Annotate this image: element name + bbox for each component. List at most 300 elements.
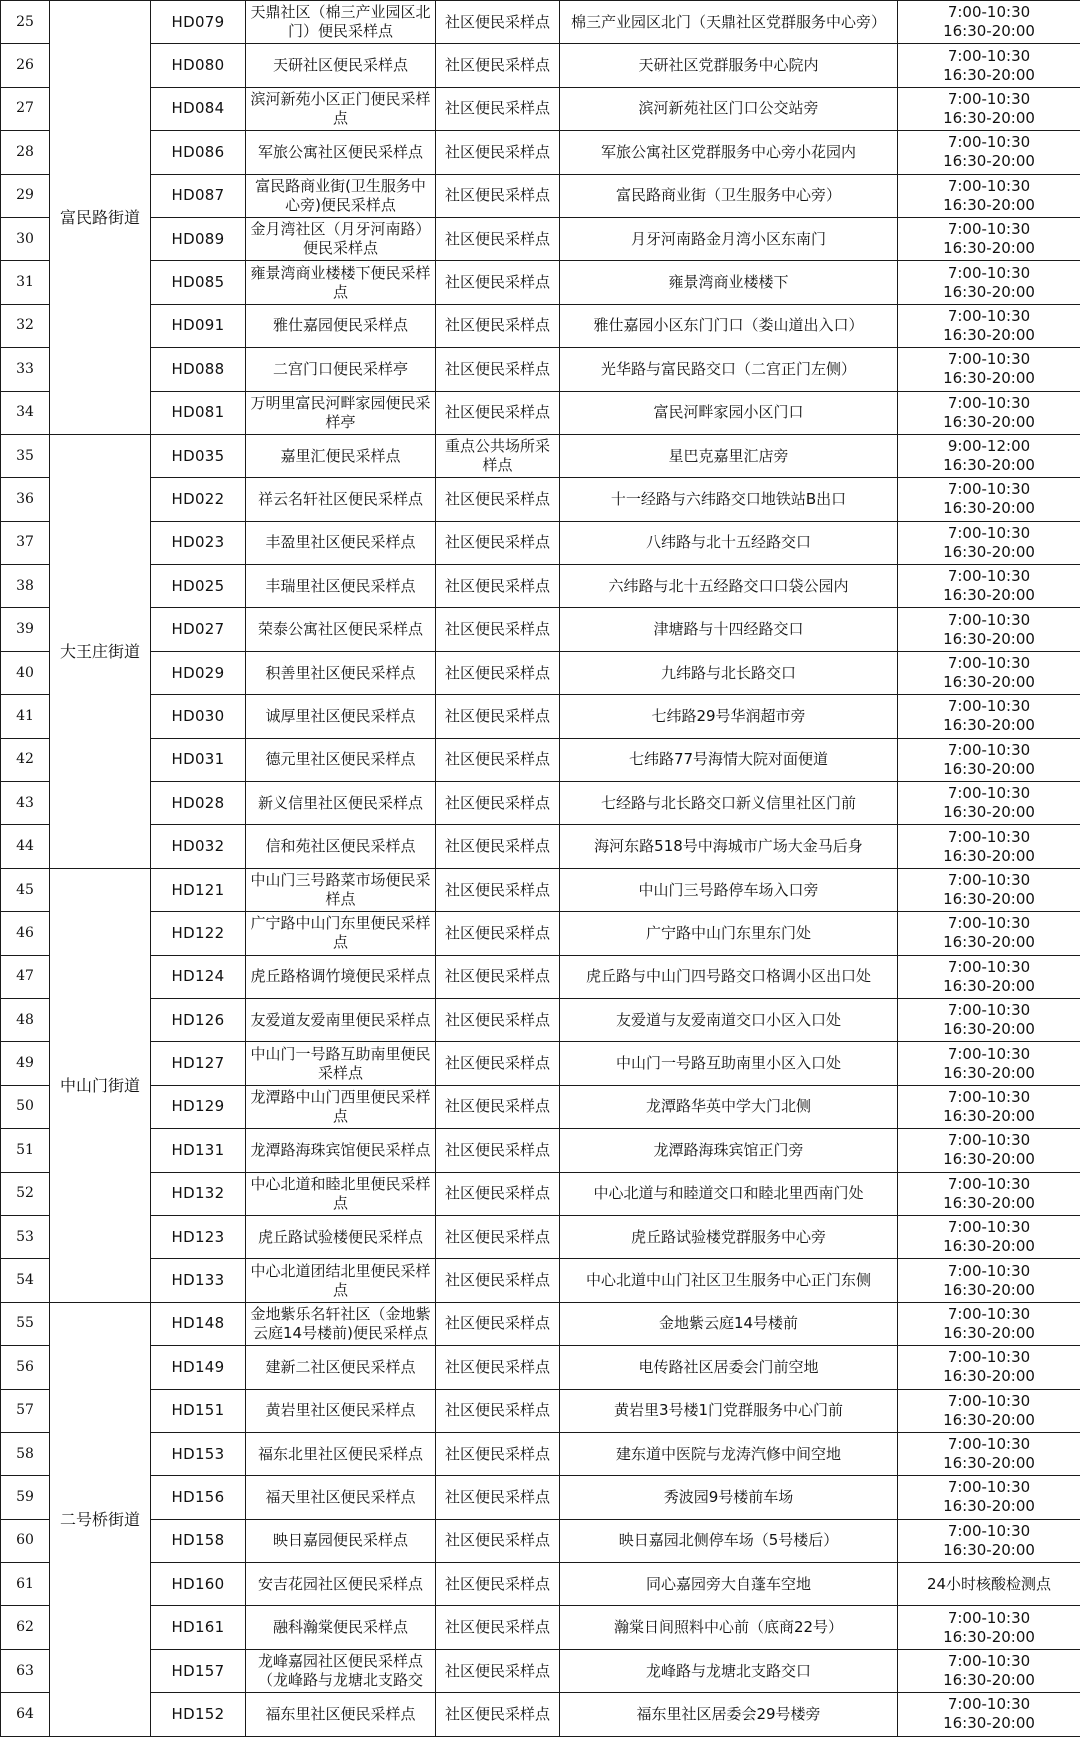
site-code: HD081	[151, 391, 246, 434]
site-address: 龙潭路华英中学大门北侧	[560, 1085, 898, 1128]
site-code: HD153	[151, 1432, 246, 1475]
site-name: 军旅公寓社区便民采样点	[246, 131, 436, 174]
row-number: 38	[1, 565, 50, 608]
opening-hours	[898, 1215, 1080, 1258]
hours-line: 16:30-20:00	[943, 542, 1035, 561]
table-row	[1, 738, 1080, 781]
hours-line: 16:30-20:00	[943, 1540, 1035, 1559]
site-address: 电传路社区居委会门前空地	[560, 1346, 898, 1389]
opening-hours	[898, 521, 1080, 564]
site-name: 天鼎社区（棉三产业园区北门）便民采样点	[246, 1, 436, 44]
site-type: 社区便民采样点	[436, 1432, 560, 1475]
table-row	[1, 304, 1080, 347]
site-address: 中心北道中山门社区卫生服务中心正门东侧	[560, 1259, 898, 1302]
opening-hours	[898, 1042, 1080, 1085]
site-name: 福东里社区便民采样点	[246, 1693, 436, 1736]
table-row	[1, 695, 1080, 738]
site-code: HD025	[151, 565, 246, 608]
row-number: 34	[1, 391, 50, 434]
site-name: 二宫门口便民采样亭	[246, 348, 436, 391]
row-number: 37	[1, 521, 50, 564]
table-body	[1, 1, 1080, 1737]
row-number: 29	[1, 174, 50, 217]
hours-line: 7:00-10:30	[947, 133, 1031, 152]
site-code: HD030	[151, 695, 246, 738]
site-code: HD087	[151, 174, 246, 217]
opening-hours	[898, 565, 1080, 608]
site-name: 福天里社区便民采样点	[246, 1476, 436, 1519]
site-type: 社区便民采样点	[436, 1, 560, 44]
hours-line: 7:00-10:30	[947, 1435, 1031, 1454]
opening-hours	[898, 955, 1080, 998]
site-type: 社区便民采样点	[436, 1693, 560, 1736]
row-number: 64	[1, 1693, 50, 1736]
table-row	[1, 1172, 1080, 1215]
table-row	[1, 131, 1080, 174]
site-name: 丰盈里社区便民采样点	[246, 521, 436, 564]
row-number: 48	[1, 998, 50, 1041]
site-code: HD127	[151, 1042, 246, 1085]
opening-hours	[898, 87, 1080, 130]
hours-line: 7:00-10:30	[947, 480, 1031, 499]
table-row	[1, 174, 1080, 217]
site-name: 金地紫乐名轩社区（金地紫云庭14号楼前)便民采样点	[246, 1302, 436, 1345]
opening-hours	[898, 1085, 1080, 1128]
table-row	[1, 1215, 1080, 1258]
site-address: 福东里社区居委会29号楼旁	[560, 1693, 898, 1736]
table-row	[1, 782, 1080, 825]
site-name: 丰瑞里社区便民采样点	[246, 565, 436, 608]
hours-line: 7:00-10:30	[947, 1087, 1031, 1106]
row-number: 45	[1, 868, 50, 911]
row-number: 56	[1, 1346, 50, 1389]
site-name: 雍景湾商业楼楼下便民采样点	[246, 261, 436, 304]
site-code: HD158	[151, 1519, 246, 1562]
site-address: 六纬路与北十五经路交口口袋公园内	[560, 565, 898, 608]
table-row	[1, 1259, 1080, 1302]
table-row	[1, 1519, 1080, 1562]
site-name: 信和苑社区便民采样点	[246, 825, 436, 868]
site-code: HD086	[151, 131, 246, 174]
hours-line: 16:30-20:00	[943, 1497, 1035, 1516]
site-address: 月牙河南路金月湾小区东南门	[560, 217, 898, 260]
site-address: 友爱道与友爱南道交口小区入口处	[560, 998, 898, 1041]
site-address: 富民路商业街（卫生服务中心旁）	[560, 174, 898, 217]
hours-line: 7:00-10:30	[947, 1608, 1031, 1627]
site-code: HD028	[151, 782, 246, 825]
table-row	[1, 434, 1080, 477]
site-type: 社区便民采样点	[436, 87, 560, 130]
site-type: 社区便民采样点	[436, 868, 560, 911]
opening-hours	[898, 912, 1080, 955]
site-type: 社区便民采样点	[436, 44, 560, 87]
hours-line: 7:00-10:30	[947, 263, 1031, 282]
table-row	[1, 44, 1080, 87]
site-code: HD085	[151, 261, 246, 304]
table-row	[1, 651, 1080, 694]
site-code: HD088	[151, 348, 246, 391]
site-code: HD151	[151, 1389, 246, 1432]
row-number: 41	[1, 695, 50, 738]
site-name: 建新二社区便民采样点	[246, 1346, 436, 1389]
street-name: 二号桥街道	[50, 1302, 151, 1736]
site-type: 社区便民采样点	[436, 1042, 560, 1085]
opening-hours	[898, 131, 1080, 174]
hours-line: 16:30-20:00	[943, 1106, 1035, 1125]
opening-hours	[898, 1432, 1080, 1475]
opening-hours	[898, 695, 1080, 738]
hours-line: 16:30-20:00	[943, 369, 1035, 388]
site-address: 同心嘉园旁大自蓬车空地	[560, 1563, 898, 1606]
site-address: 映日嘉园北侧停车场（5号楼后）	[560, 1519, 898, 1562]
site-code: HD157	[151, 1649, 246, 1692]
site-address: 海河东路518号中海城市广场大金马后身	[560, 825, 898, 868]
row-number: 58	[1, 1432, 50, 1475]
site-address: 建东道中医院与龙涛汽修中间空地	[560, 1432, 898, 1475]
hours-line: 16:30-20:00	[943, 846, 1035, 865]
site-code: HD091	[151, 304, 246, 347]
site-name: 富民路商业街(卫生服务中心旁)便民采样点	[246, 174, 436, 217]
hours-line: 7:00-10:30	[947, 1218, 1031, 1237]
site-type: 社区便民采样点	[436, 782, 560, 825]
hours-line: 16:30-20:00	[943, 239, 1035, 258]
row-number: 46	[1, 912, 50, 955]
table-row	[1, 565, 1080, 608]
site-address: 光华路与富民路交口（二宫正门左侧）	[560, 348, 898, 391]
site-name: 友爱道友爱南里便民采样点	[246, 998, 436, 1041]
site-address: 虎丘路与中山门四号路交口格调小区出口处	[560, 955, 898, 998]
opening-hours	[898, 304, 1080, 347]
site-type: 社区便民采样点	[436, 1389, 560, 1432]
table-row	[1, 825, 1080, 868]
hours-line: 7:00-10:30	[947, 1304, 1031, 1323]
site-address: 金地紫云庭14号楼前	[560, 1302, 898, 1345]
site-address: 中山门三号路停车场入口旁	[560, 868, 898, 911]
site-name: 中心北道和睦北里便民采样点	[246, 1172, 436, 1215]
row-number: 63	[1, 1649, 50, 1692]
hours-line: 16:30-20:00	[943, 108, 1035, 127]
site-name: 映日嘉园便民采样点	[246, 1519, 436, 1562]
hours-line: 7:00-10:30	[947, 654, 1031, 673]
site-address: 雍景湾商业楼楼下	[560, 261, 898, 304]
hours-line: 16:30-20:00	[943, 1020, 1035, 1039]
opening-hours	[898, 782, 1080, 825]
hours-line: 16:30-20:00	[943, 1237, 1035, 1256]
table-row	[1, 1085, 1080, 1128]
site-name: 滨河新苑小区正门便民采样点	[246, 87, 436, 130]
hours-line: 16:30-20:00	[943, 325, 1035, 344]
site-type: 社区便民采样点	[436, 1519, 560, 1562]
hours-line: 7:00-10:30	[947, 1478, 1031, 1497]
site-code: HD123	[151, 1215, 246, 1258]
row-number: 32	[1, 304, 50, 347]
site-code: HD022	[151, 478, 246, 521]
site-name: 诚厚里社区便民采样点	[246, 695, 436, 738]
hours-line: 16:30-20:00	[943, 1627, 1035, 1646]
site-code: HD161	[151, 1606, 246, 1649]
table-row	[1, 1563, 1080, 1606]
site-name: 龙潭路海珠宾馆便民采样点	[246, 1129, 436, 1172]
row-number: 26	[1, 44, 50, 87]
hours-line: 7:00-10:30	[947, 740, 1031, 759]
site-address: 龙峰路与龙塘北支路交口	[560, 1649, 898, 1692]
site-type: 社区便民采样点	[436, 304, 560, 347]
opening-hours	[898, 1129, 1080, 1172]
opening-hours	[898, 825, 1080, 868]
site-name: 龙潭路中山门西里便民采样点	[246, 1085, 436, 1128]
opening-hours	[898, 868, 1080, 911]
hours-line: 7:00-10:30	[947, 46, 1031, 65]
hours-line: 24小时核酸检测点	[926, 1574, 1052, 1593]
hours-line: 7:00-10:30	[947, 957, 1031, 976]
site-code: HD027	[151, 608, 246, 651]
site-name: 天研社区便民采样点	[246, 44, 436, 87]
opening-hours	[898, 391, 1080, 434]
opening-hours	[898, 738, 1080, 781]
site-type: 社区便民采样点	[436, 565, 560, 608]
hours-line: 7:00-10:30	[947, 1131, 1031, 1150]
hours-line: 16:30-20:00	[943, 1410, 1035, 1429]
site-name: 中山门一号路互助南里便民采样点	[246, 1042, 436, 1085]
table-row	[1, 348, 1080, 391]
opening-hours	[898, 1389, 1080, 1432]
hours-line: 16:30-20:00	[943, 1150, 1035, 1169]
opening-hours	[898, 1172, 1080, 1215]
table-row	[1, 1432, 1080, 1475]
site-type: 社区便民采样点	[436, 1259, 560, 1302]
table-row	[1, 1606, 1080, 1649]
site-address: 七纬路77号海情大院对面便道	[560, 738, 898, 781]
hours-line: 16:30-20:00	[943, 65, 1035, 84]
site-code: HD029	[151, 651, 246, 694]
row-number: 25	[1, 1, 50, 44]
hours-line: 16:30-20:00	[943, 499, 1035, 518]
hours-line: 7:00-10:30	[947, 1521, 1031, 1540]
site-address: 星巴克嘉里汇店旁	[560, 434, 898, 477]
table-row	[1, 1302, 1080, 1345]
site-type: 社区便民采样点	[436, 912, 560, 955]
row-number: 27	[1, 87, 50, 130]
hours-line: 16:30-20:00	[943, 1454, 1035, 1473]
site-code: HD023	[151, 521, 246, 564]
hours-line: 7:00-10:30	[947, 393, 1031, 412]
site-name: 虎丘路试验楼便民采样点	[246, 1215, 436, 1258]
site-code: HD089	[151, 217, 246, 260]
site-type: 社区便民采样点	[436, 521, 560, 564]
opening-hours	[898, 1606, 1080, 1649]
site-address: 虎丘路试验楼党群服务中心旁	[560, 1215, 898, 1258]
hours-line: 16:30-20:00	[943, 890, 1035, 908]
site-name: 嘉里汇便民采样点	[246, 434, 436, 477]
row-number: 49	[1, 1042, 50, 1085]
opening-hours	[898, 651, 1080, 694]
row-number: 52	[1, 1172, 50, 1215]
table-row	[1, 87, 1080, 130]
site-type: 社区便民采样点	[436, 651, 560, 694]
hours-line: 16:30-20:00	[943, 1280, 1035, 1299]
hours-line: 7:00-10:30	[947, 3, 1031, 22]
site-type: 社区便民采样点	[436, 131, 560, 174]
site-code: HD124	[151, 955, 246, 998]
opening-hours	[898, 1, 1080, 44]
row-number: 36	[1, 478, 50, 521]
table-row	[1, 955, 1080, 998]
table-row	[1, 261, 1080, 304]
table-row	[1, 868, 1080, 911]
opening-hours	[898, 217, 1080, 260]
row-number: 62	[1, 1606, 50, 1649]
site-code: HD156	[151, 1476, 246, 1519]
opening-hours	[898, 478, 1080, 521]
hours-line: 16:30-20:00	[943, 803, 1035, 822]
opening-hours	[898, 1476, 1080, 1519]
opening-hours	[898, 1519, 1080, 1562]
hours-line: 16:30-20:00	[943, 195, 1035, 214]
opening-hours	[898, 1649, 1080, 1692]
row-number: 59	[1, 1476, 50, 1519]
hours-line: 7:00-10:30	[947, 176, 1031, 195]
site-code: HD129	[151, 1085, 246, 1128]
site-code: HD152	[151, 1693, 246, 1736]
row-number: 31	[1, 261, 50, 304]
site-address: 龙潭路海珠宾馆正门旁	[560, 1129, 898, 1172]
opening-hours	[898, 1693, 1080, 1736]
site-address: 滨河新苑社区门口公交站旁	[560, 87, 898, 130]
site-code: HD160	[151, 1563, 246, 1606]
hours-line: 7:00-10:30	[947, 1044, 1031, 1063]
site-address: 广宁路中山门东里东门处	[560, 912, 898, 955]
site-type: 社区便民采样点	[436, 608, 560, 651]
hours-line: 7:00-10:30	[947, 914, 1031, 933]
table-row	[1, 1042, 1080, 1085]
hours-line: 7:00-10:30	[947, 827, 1031, 846]
hours-line: 7:00-10:30	[947, 697, 1031, 716]
site-type: 社区便民采样点	[436, 738, 560, 781]
row-number: 53	[1, 1215, 50, 1258]
hours-line: 16:30-20:00	[943, 629, 1035, 648]
table-row	[1, 391, 1080, 434]
site-address: 中山门一号路互助南里小区入口处	[560, 1042, 898, 1085]
hours-line: 7:00-10:30	[947, 784, 1031, 803]
site-type: 社区便民采样点	[436, 1215, 560, 1258]
hours-line: 16:30-20:00	[943, 586, 1035, 605]
site-type: 社区便民采样点	[436, 348, 560, 391]
hours-line: 7:00-10:30	[947, 306, 1031, 325]
table-row	[1, 217, 1080, 260]
table-row	[1, 1389, 1080, 1432]
opening-hours	[898, 1563, 1080, 1606]
hours-line: 7:00-10:30	[947, 523, 1031, 542]
row-number: 54	[1, 1259, 50, 1302]
site-code: HD084	[151, 87, 246, 130]
site-code: HD133	[151, 1259, 246, 1302]
hours-line: 7:00-10:30	[947, 89, 1031, 108]
hours-line: 7:00-10:30	[947, 1695, 1031, 1714]
hours-line: 7:00-10:30	[947, 567, 1031, 586]
site-name: 雅仕嘉园便民采样点	[246, 304, 436, 347]
opening-hours	[898, 1302, 1080, 1345]
site-code: HD148	[151, 1302, 246, 1345]
hours-line: 16:30-20:00	[943, 976, 1035, 995]
table-row	[1, 998, 1080, 1041]
site-name: 积善里社区便民采样点	[246, 651, 436, 694]
site-address: 七纬路29号华润超市旁	[560, 695, 898, 738]
site-type: 社区便民采样点	[436, 391, 560, 434]
site-type: 社区便民采样点	[436, 1129, 560, 1172]
hours-line: 16:30-20:00	[943, 1367, 1035, 1386]
hours-line: 7:00-10:30	[947, 610, 1031, 629]
row-number: 55	[1, 1302, 50, 1345]
hours-line: 7:00-10:30	[947, 350, 1031, 369]
opening-hours	[898, 44, 1080, 87]
row-number: 60	[1, 1519, 50, 1562]
row-number: 50	[1, 1085, 50, 1128]
site-code: HD032	[151, 825, 246, 868]
opening-hours	[898, 174, 1080, 217]
site-type: 社区便民采样点	[436, 1563, 560, 1606]
street-name: 中山门街道	[50, 868, 151, 1302]
table-row	[1, 912, 1080, 955]
hours-line: 16:30-20:00	[943, 933, 1035, 952]
table-row	[1, 608, 1080, 651]
site-type: 社区便民采样点	[436, 217, 560, 260]
hours-line: 7:00-10:30	[947, 220, 1031, 239]
table-row	[1, 1129, 1080, 1172]
hours-line: 9:00-12:00	[947, 437, 1031, 456]
table-row	[1, 1476, 1080, 1519]
hours-line: 7:00-10:30	[947, 1261, 1031, 1280]
site-address: 九纬路与北长路交口	[560, 651, 898, 694]
site-address: 军旅公寓社区党群服务中心旁小花园内	[560, 131, 898, 174]
site-address: 富民河畔家园小区门口	[560, 391, 898, 434]
site-type: 社区便民采样点	[436, 1606, 560, 1649]
row-number: 61	[1, 1563, 50, 1606]
site-type: 社区便民采样点	[436, 1649, 560, 1692]
table-row	[1, 521, 1080, 564]
site-type: 社区便民采样点	[436, 478, 560, 521]
opening-hours	[898, 261, 1080, 304]
site-type: 社区便民采样点	[436, 695, 560, 738]
site-type: 社区便民采样点	[436, 1476, 560, 1519]
hours-line: 16:30-20:00	[943, 282, 1035, 301]
hours-line: 7:00-10:30	[947, 1001, 1031, 1020]
site-name: 中山门三号路菜市场便民采样点	[246, 868, 436, 911]
site-type: 社区便民采样点	[436, 174, 560, 217]
site-name: 安吉花园社区便民采样点	[246, 1563, 436, 1606]
site-code: HD122	[151, 912, 246, 955]
site-address: 黄岩里3号楼1门党群服务中心门前	[560, 1389, 898, 1432]
site-address: 十一经路与六纬路交口地铁站B出口	[560, 478, 898, 521]
site-name: 荣泰公寓社区便民采样点	[246, 608, 436, 651]
hours-line: 7:00-10:30	[947, 871, 1031, 889]
table-row	[1, 1649, 1080, 1692]
site-name: 福东北里社区便民采样点	[246, 1432, 436, 1475]
row-number: 51	[1, 1129, 50, 1172]
opening-hours	[898, 434, 1080, 477]
opening-hours	[898, 608, 1080, 651]
site-name: 金月湾社区（月牙河南路）便民采样点	[246, 217, 436, 260]
site-address: 八纬路与北十五经路交口	[560, 521, 898, 564]
hours-line: 16:30-20:00	[943, 1714, 1035, 1733]
hours-line: 16:30-20:00	[943, 22, 1035, 41]
site-address: 棉三产业园区北门（天鼎社区党群服务中心旁）	[560, 1, 898, 44]
row-number: 39	[1, 608, 50, 651]
row-number: 33	[1, 348, 50, 391]
hours-line: 16:30-20:00	[943, 1671, 1035, 1690]
site-name: 德元里社区便民采样点	[246, 738, 436, 781]
site-code: HD126	[151, 998, 246, 1041]
site-address: 中心北道与和睦道交口和睦北里西南门处	[560, 1172, 898, 1215]
